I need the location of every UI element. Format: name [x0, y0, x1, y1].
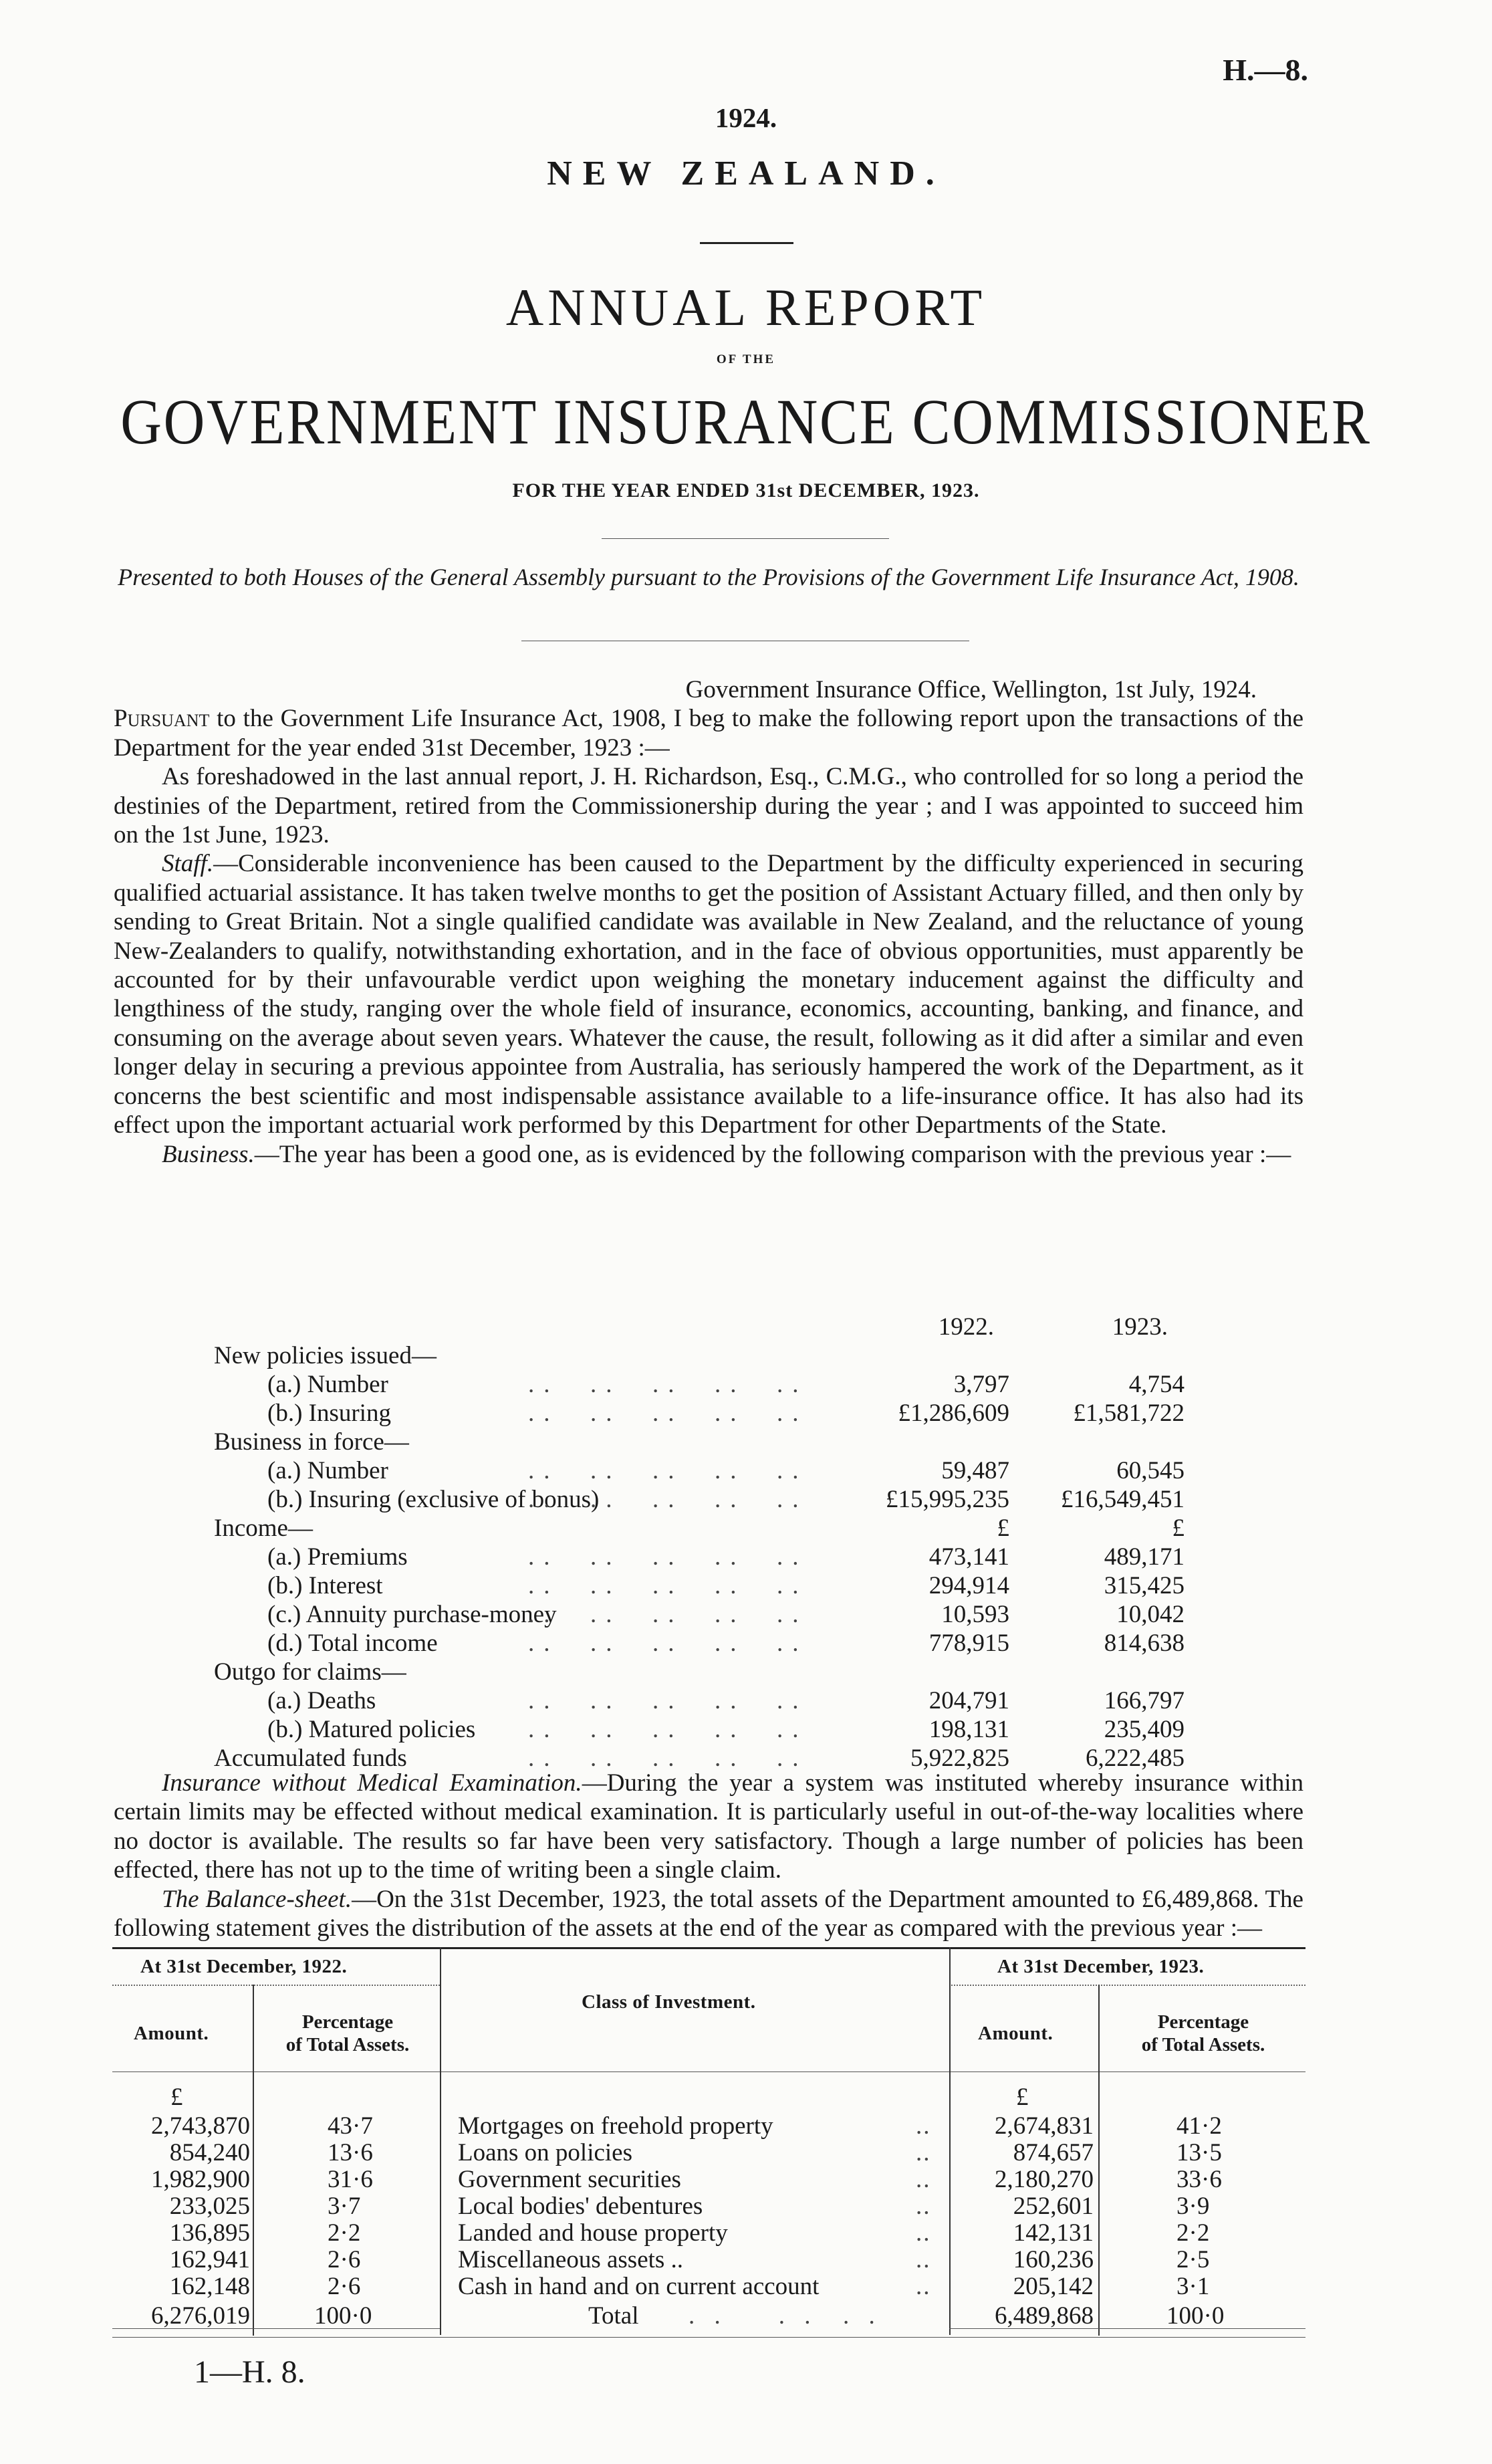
asset-amount-1923: 2,674,831: [995, 2112, 1094, 2140]
comparison-value-1923: 6,222,485: [1086, 1745, 1185, 1772]
asset-percentage-1922: 2·2: [328, 2219, 361, 2247]
asset-percentage-1923: 13·5: [1176, 2139, 1222, 2166]
pursuant-lead: Pursuant: [114, 705, 210, 733]
comparison-value-1923: £1,581,722: [1073, 1399, 1185, 1427]
asset-amount-1922: 136,895: [169, 2219, 250, 2247]
business-paragraph: [114, 1140, 1303, 1169]
asset-amount-1923: 142,131: [1013, 2219, 1094, 2247]
comparison-leaders: .. .. .. .. ..: [528, 1572, 808, 1599]
total-leaders: . . . . . .: [689, 2302, 882, 2330]
business-text: —The year has been a good one, as is evidenced by the following comparison with the previous year :—: [254, 1140, 1291, 1168]
comparison-leaders: .. .. .. .. ..: [528, 1716, 808, 1743]
asset-amount-1923: 2,180,270: [995, 2166, 1094, 2193]
comparison-value-1923: 315,425: [1104, 1572, 1185, 1599]
header-class: Class of Investment.: [582, 1991, 756, 2013]
asset-percentage-1922: 2·6: [328, 2246, 361, 2273]
asset-class: Loans on policies: [458, 2139, 633, 2166]
col-divider-a: [253, 1985, 254, 2336]
business-heading: Business.: [162, 1140, 255, 1168]
comparison-label: New policies issued—: [214, 1342, 437, 1369]
subheader-percentage-1922: [257, 2011, 438, 2056]
asset-percentage-1922: 2·6: [328, 2273, 361, 2300]
comparison-value-1922: 778,915: [928, 1630, 1009, 1657]
comparison-leaders: .. .. .. .. ..: [528, 1543, 808, 1571]
col-divider-d: [1098, 1985, 1100, 2336]
comparison-col-1922: 1922.: [938, 1313, 994, 1341]
comparison-leaders: .. .. .. .. ..: [528, 1630, 808, 1657]
asset-class: Cash in hand and on current account: [458, 2273, 820, 2300]
comparison-value-1922: 5,922,825: [910, 1745, 1009, 1772]
comparison-label: Income—: [214, 1515, 313, 1542]
table-top-rule: [112, 1947, 1306, 1949]
country-heading: NEW ZEALAND.: [547, 154, 945, 193]
presented-note: Presented to both Houses of the General Assembly pursuant to the Provisions of the Government Life Insurance Act, 1908.: [118, 564, 1299, 590]
comparison-row: [0, 1399, 1492, 1428]
asset-percentage-1923: 41·2: [1176, 2112, 1222, 2140]
subheader-percentage-1923-l2: of Total Assets.: [1141, 2034, 1265, 2055]
comparison-value-1923: 10,042: [1116, 1601, 1185, 1628]
comparison-label: (b.) Insuring: [267, 1399, 391, 1427]
comparison-label: (c.) Annuity purchase-money: [267, 1601, 557, 1628]
asset-class: Mortgages on freehold property: [458, 2112, 773, 2140]
asset-leader-dots: ..: [916, 2166, 931, 2193]
comparison-label: (d.) Total income: [267, 1630, 438, 1657]
asset-amount-1922: 162,148: [169, 2273, 250, 2300]
title-annual-report: ANNUAL REPORT: [505, 278, 987, 336]
report-year: 1924.: [715, 102, 777, 133]
staff-text: —Considerable inconvenience has been caused to the Department by the difficulty experienced in securing qualified actuarial assistance. It has taken twelve months to get the position of Assistant Actuary filled, and then only by sending to Great Britain. Not a single qualified candidate was available in New Zealand, and the reluctance of young New-Zealanders to qualify, notwithstanding exhortation, and in the face of obvious opportunities, must apparently be accounted for by their unfavourable verdict upon weighing the monetary inducement against the difficulty and lengthiness of the study, ranging over the whole field of insurance, economics, accounting, banking, and finance, and consuming on the average about seven years. Whatever the cause, the result, following as it did after a similar and even longer delay in securing a previous appointee from Australia, has seriously hampered the work of the Department, as it concerns the best scientific and most indispensable assistance available to a life-insurance office. It has also had its effect upon the important actuarial work performed by this Department for other Departments of the State.: [114, 850, 1303, 1139]
comparison-label: (a.) Deaths: [267, 1687, 376, 1714]
asset-amount-1922: 2,743,870: [151, 2112, 250, 2140]
total-label: Total: [588, 2302, 639, 2330]
document-code: H.—8.: [1223, 53, 1308, 87]
comparison-label: (a.) Number: [267, 1371, 388, 1398]
comparison-row: [0, 1686, 1492, 1715]
total-percentage-1922: 100·0: [314, 2302, 372, 2330]
dateline: Government Insurance Office, Wellington, 1st July, 1924.: [685, 676, 1257, 703]
comparison-value-1923: £: [1172, 1515, 1185, 1542]
table-subheader-right-rule: [949, 1985, 1306, 1986]
insurance-without-exam-heading: Insurance without Medical Examination.: [162, 1769, 582, 1797]
asset-amount-1922: 854,240: [169, 2139, 250, 2166]
asset-leader-dots: ..: [916, 2273, 931, 2300]
comparison-value-1923: 814,638: [1104, 1630, 1185, 1657]
asset-class: Miscellaneous assets ..: [458, 2246, 684, 2273]
asset-class: Local bodies' debentures: [458, 2193, 703, 2220]
comparison-value-1923: £16,549,451: [1061, 1486, 1185, 1513]
comparison-row: [0, 1600, 1492, 1629]
comparison-label: Accumulated funds: [214, 1745, 407, 1772]
report-body-2: [114, 1769, 1303, 1942]
table-subheader-left-rule: [112, 1985, 440, 1986]
pursuant-text: to the Government Life Insurance Act, 1908, I beg to make the following report upon the transactions of the Department for the year ended 31st December, 1923 :—: [114, 705, 1303, 762]
asset-leader-dots: ..: [916, 2219, 931, 2247]
comparison-label: (b.) Insuring (exclusive of bonus): [267, 1486, 600, 1513]
asset-percentage-1922: 43·7: [328, 2112, 373, 2140]
asset-percentage-1922: 13·6: [328, 2139, 373, 2166]
asset-percentage-1923: 2·2: [1176, 2219, 1210, 2247]
comparison-leaders: .. .. .. .. ..: [528, 1457, 808, 1484]
title-period: FOR THE YEAR ENDED 31st DECEMBER, 1923.: [512, 479, 980, 501]
comparison-row: [0, 1715, 1492, 1744]
comparison-row: [0, 1543, 1492, 1571]
staff-paragraph: [114, 849, 1303, 1139]
title-of-the: OF THE: [716, 352, 776, 366]
comparison-leaders: .. .. .. .. ..: [528, 1601, 808, 1628]
total-amount-1922: 6,276,019: [151, 2302, 250, 2330]
insurance-without-exam-paragraph: [114, 1769, 1303, 1885]
asset-amount-1922: 162,941: [169, 2246, 250, 2273]
comparison-header: [0, 1313, 1492, 1341]
comparison-row: [0, 1370, 1492, 1399]
comparison-value-1923: 235,409: [1104, 1716, 1185, 1743]
col-divider-b: [440, 1947, 441, 2335]
asset-percentage-1923: 33·6: [1176, 2166, 1222, 2193]
comparison-row: [0, 1485, 1492, 1514]
comparison-label: (a.) Premiums: [267, 1543, 408, 1571]
comparison-leaders: .. .. .. .. ..: [528, 1399, 808, 1427]
comparison-value-1922: 198,131: [928, 1716, 1009, 1743]
header-1923: At 31st December, 1923.: [997, 1956, 1205, 1977]
comparison-value-1922: 59,487: [941, 1457, 1009, 1484]
comparison-value-1922: 204,791: [928, 1687, 1009, 1714]
asset-amount-1923: 205,142: [1013, 2273, 1094, 2300]
asset-percentage-1923: 3·1: [1176, 2273, 1210, 2300]
total-amount-1923: 6,489,868: [995, 2302, 1094, 2330]
comparison-leaders: .. .. .. .. ..: [528, 1745, 808, 1772]
comparison-row: [0, 1571, 1492, 1600]
comparison-label: (a.) Number: [267, 1457, 388, 1484]
asset-percentage-1922: 3·7: [328, 2193, 361, 2220]
pursuant-paragraph: [114, 704, 1303, 762]
asset-leader-dots: ..: [916, 2112, 931, 2140]
table-header-rule: [112, 2071, 1306, 2072]
col-divider-c: [949, 1947, 951, 2335]
asset-percentage-1922: 31·6: [328, 2166, 373, 2193]
comparison-value-1923: 60,545: [1116, 1457, 1185, 1484]
comparison-label: Business in force—: [214, 1428, 409, 1456]
asset-amount-1922: 233,025: [169, 2193, 250, 2220]
comparison-leaders: .. .. .. .. ..: [528, 1687, 808, 1714]
comparison-leaders: .. .. .. .. ..: [528, 1371, 808, 1398]
header-1922: At 31st December, 1922.: [140, 1956, 348, 1977]
comparison-row: [0, 1428, 1492, 1456]
balance-sheet-paragraph: [114, 1885, 1303, 1943]
comparison-value-1923: 166,797: [1104, 1687, 1185, 1714]
asset-percentage-1923: 3·9: [1176, 2193, 1210, 2220]
staff-heading: Staff.: [162, 850, 214, 878]
comparison-leaders: .. .. .. .. ..: [528, 1486, 808, 1513]
header-divider-2: [602, 538, 889, 539]
comparison-value-1922: £15,995,235: [886, 1486, 1009, 1513]
asset-leader-dots: ..: [916, 2139, 931, 2166]
asset-class: Government securities: [458, 2166, 681, 2193]
currency-1922: £: [170, 2084, 183, 2111]
asset-amount-1923: 874,657: [1013, 2139, 1094, 2166]
title-commissioner: GOVERNMENT INSURANCE COMMISSIONER: [120, 386, 1372, 457]
comparison-label: (b.) Interest: [267, 1572, 383, 1599]
table-total-bottom-rule: [112, 2337, 1306, 2338]
subheader-amount-1922: Amount.: [134, 2023, 209, 2044]
comparison-row: [0, 1658, 1492, 1686]
subheader-amount-1923: Amount.: [978, 2023, 1053, 2044]
insurance-without-exam-text: —During the year a system was instituted whereby insurance within certain limits may be effected without medical examination. It is particularly useful in out-of-the-way localities where no doctor is available. The results so far have been very satisfactory. Though a large number of policies has been effected, there has not up to the time of writing been a single claim.: [114, 1769, 1303, 1884]
comparison-row: [0, 1341, 1492, 1370]
comparison-value-1922: £1,286,609: [898, 1399, 1009, 1427]
comparison-value-1922: 294,914: [928, 1572, 1009, 1599]
subheader-percentage-1922-l1: Percentage: [301, 2011, 394, 2033]
asset-leader-dots: ..: [916, 2246, 931, 2273]
asset-class: Landed and house property: [458, 2219, 728, 2247]
balance-sheet-text: —On the 31st December, 1923, the total assets of the Department amounted to £6,489,868. The following statement gives the distribution of the assets at the end of the year as compared with the previous year :—: [114, 1885, 1303, 1942]
report-body: [114, 675, 1303, 1169]
total-percentage-1923: 100·0: [1166, 2302, 1225, 2330]
currency-1923: £: [1016, 2084, 1029, 2111]
subheader-percentage-1923-l1: Percentage: [1157, 2011, 1249, 2033]
asset-amount-1923: 252,601: [1013, 2193, 1094, 2220]
subheader-percentage-1923: [1103, 2011, 1303, 2056]
page-footer: 1—H. 8.: [194, 2354, 305, 2390]
comparison-value-1922: £: [997, 1515, 1009, 1542]
comparison-value-1922: 10,593: [941, 1601, 1009, 1628]
foreshadowed-paragraph: As foreshadowed in the last annual report, J. H. Richardson, Esq., C.M.G., who controlled for so long a period the destinies of the Department, retired from the Commissionership during the year ; and I was appointed to succeed him on the 1st June, 1923.: [114, 763, 1303, 849]
comparison-value-1922: 3,797: [953, 1371, 1009, 1398]
comparison-col-1923: 1923.: [1112, 1313, 1168, 1341]
comparison-value-1922: 473,141: [928, 1543, 1009, 1571]
asset-leader-dots: ..: [916, 2193, 931, 2220]
comparison-value-1923: 489,171: [1104, 1543, 1185, 1571]
asset-amount-1922: 1,982,900: [151, 2166, 250, 2193]
comparison-label: (b.) Matured policies: [267, 1716, 476, 1743]
asset-amount-1923: 160,236: [1013, 2246, 1094, 2273]
asset-percentage-1923: 2·5: [1176, 2246, 1210, 2273]
balance-sheet-heading: The Balance-sheet.: [162, 1885, 352, 1913]
comparison-row: [0, 1629, 1492, 1658]
comparison-label: Outgo for claims—: [214, 1658, 406, 1686]
comparison-row: [0, 1514, 1492, 1543]
subheader-percentage-1922-l2: of Total Assets.: [285, 2034, 410, 2055]
header-divider-1: [700, 242, 793, 244]
comparison-row: [0, 1456, 1492, 1485]
comparison-value-1923: 4,754: [1128, 1371, 1185, 1398]
